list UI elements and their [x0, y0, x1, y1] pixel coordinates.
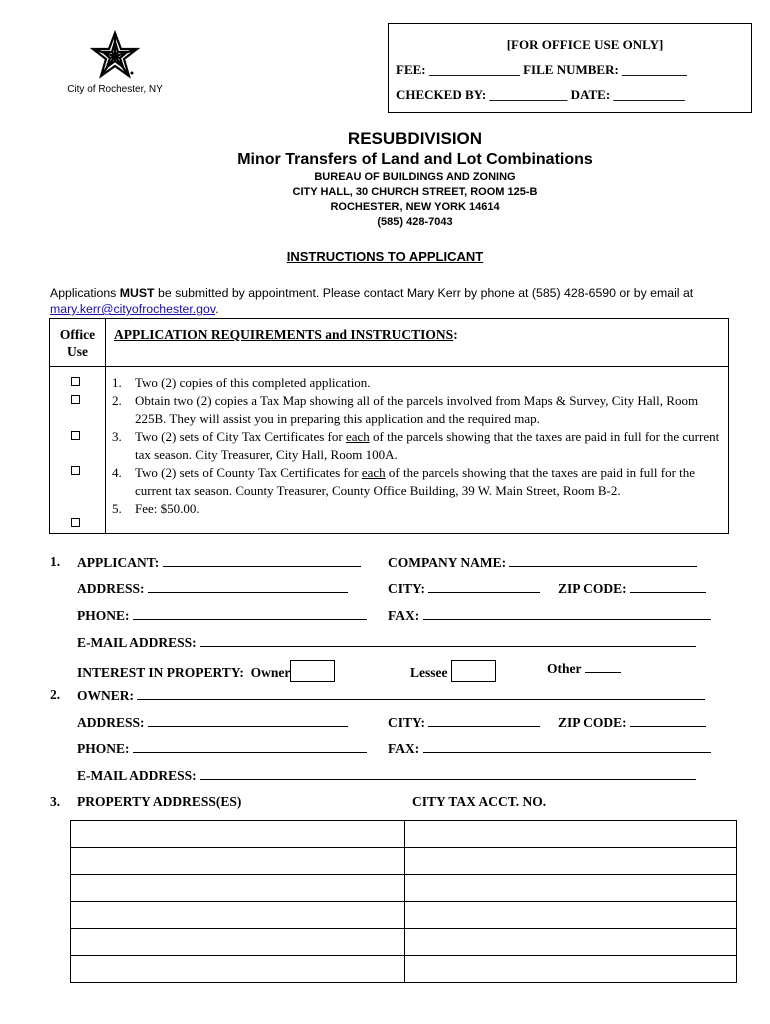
other-option-field[interactable]	[585, 660, 621, 673]
owner-option-box[interactable]	[290, 660, 335, 682]
owner-label: OWNER:	[77, 688, 134, 703]
requirement-text: Two (2) sets of County Tax Certificates for	[135, 465, 362, 480]
city-flower-logo-icon	[90, 30, 140, 82]
requirement-item	[112, 464, 724, 500]
owner-option-label: Owner	[250, 665, 291, 680]
property-table	[70, 820, 737, 983]
property-address-cell[interactable]	[71, 848, 405, 875]
fax-label: FAX:	[388, 741, 420, 756]
applicant-email-row	[77, 634, 696, 651]
requirement-emphasis: each	[361, 465, 386, 480]
table-row	[71, 929, 737, 956]
company-name-field[interactable]	[509, 554, 697, 567]
table-row	[71, 821, 737, 848]
owner-field[interactable]	[137, 687, 705, 700]
owner-phone-field[interactable]	[133, 740, 367, 753]
city-label: CITY:	[388, 581, 426, 596]
intro-suffix: .	[215, 302, 219, 316]
applicant-fax-field[interactable]	[423, 607, 711, 620]
requirement-text: of the parcels showing that the taxes are paid in full for the current tax season. County Treasurer, County Office Building, 39 W. Main Street, Room B-2.	[135, 465, 696, 498]
table-row	[71, 848, 737, 875]
requirement-number: 3.	[112, 429, 122, 444]
applicant-phone-row	[77, 607, 367, 624]
form-subtitle: Minor Transfers of Land and Lot Combinations	[237, 151, 593, 168]
section-3-number: 3.	[50, 794, 61, 809]
applicant-address-row	[77, 580, 348, 597]
property-address-cell[interactable]	[71, 821, 405, 848]
requirements-table	[49, 318, 729, 534]
property-address-cell[interactable]	[71, 902, 405, 929]
requirement-item	[112, 374, 724, 392]
bureau-phone: (585) 428-7043	[377, 216, 453, 228]
owner-address-row	[77, 714, 348, 731]
owner-zip-row	[558, 714, 706, 731]
owner-fax-row	[388, 740, 711, 757]
property-address-cell[interactable]	[71, 956, 405, 983]
interest-in-property-label: INTEREST IN PROPERTY:	[77, 665, 244, 680]
requirement-item	[112, 500, 724, 518]
intro-must: MUST	[119, 286, 155, 300]
owner-city-field[interactable]	[428, 714, 540, 727]
applicant-field[interactable]	[163, 554, 361, 567]
owner-row	[77, 687, 705, 704]
requirement-text: Two (2) sets of City Tax Certificates for	[135, 429, 346, 444]
section-1-number: 1.	[50, 554, 61, 569]
table-row	[71, 956, 737, 983]
requirement-number: 2.	[112, 393, 122, 408]
phone-label: PHONE:	[77, 608, 130, 623]
tax-acct-cell[interactable]	[405, 902, 737, 929]
other-option	[547, 660, 621, 677]
tax-acct-cell[interactable]	[405, 875, 737, 902]
office-checkbox-2[interactable]	[71, 395, 80, 404]
owner-zip-field[interactable]	[630, 714, 706, 727]
requirement-item	[112, 392, 724, 428]
lessee-option-label: Lessee	[410, 665, 448, 680]
requirement-item	[112, 428, 724, 464]
requirement-emphasis: each	[345, 429, 370, 444]
table-row	[71, 875, 737, 902]
company-row	[388, 554, 697, 571]
city-label: CITY:	[388, 715, 426, 730]
intro-prefix: Applications	[50, 286, 120, 300]
requirements-heading-suffix: :	[453, 327, 458, 342]
address-label: ADDRESS:	[77, 715, 145, 730]
office-checkbox-5[interactable]	[71, 518, 80, 527]
applicant-phone-field[interactable]	[133, 607, 367, 620]
lessee-option	[410, 660, 496, 682]
office-use-box	[388, 23, 752, 113]
requirement-text: Two (2) copies of this completed application.	[135, 375, 371, 390]
property-address-cell[interactable]	[71, 875, 405, 902]
zip-code-label: ZIP CODE:	[558, 715, 627, 730]
applicant-zip-row	[558, 580, 706, 597]
office-use-header: Office Use	[59, 327, 96, 359]
logo-caption: City of Rochester, NY	[67, 84, 163, 95]
requirement-text: of the parcels showing that the taxes are paid in full for the current tax season. City Treasurer, City Hall, Room 100A.	[135, 429, 720, 462]
form-title: RESUBDIVISION	[347, 129, 483, 148]
instructions-heading: INSTRUCTIONS TO APPLICANT	[286, 249, 484, 264]
intro-paragraph	[50, 285, 740, 317]
requirement-text: Obtain two (2) copies a Tax Map showing all of the parcels involved from Maps & Survey, City Hall, Room 225B. They will assist you in preparing this application and the required map.	[135, 393, 699, 426]
property-addresses-label: PROPERTY ADDRESS(ES)	[77, 794, 242, 809]
intro-text: be submitted by appointment. Please contact Mary Kerr by phone at (585) 428-6590 or by email at	[154, 286, 694, 300]
office-use-title: [FOR OFFICE USE ONLY]	[506, 37, 664, 52]
owner-email-field[interactable]	[200, 767, 696, 780]
tax-acct-cell[interactable]	[405, 956, 737, 983]
zip-code-label: ZIP CODE:	[558, 581, 627, 596]
address-label: ADDRESS:	[77, 581, 145, 596]
tax-acct-cell[interactable]	[405, 848, 737, 875]
office-checkbox-3[interactable]	[71, 431, 80, 440]
owner-city-row	[388, 714, 540, 731]
email-link[interactable]: mary.kerr@cityofrochester.gov	[50, 302, 216, 316]
requirement-number: 4.	[112, 465, 122, 480]
applicant-label: APPLICANT:	[77, 555, 160, 570]
requirements-list	[112, 374, 724, 518]
applicant-email-field[interactable]	[200, 634, 696, 647]
requirement-number: 1.	[112, 375, 122, 390]
property-address-cell[interactable]	[71, 929, 405, 956]
owner-phone-row	[77, 740, 367, 757]
city-tax-acct-label: CITY TAX ACCT. NO.	[412, 794, 547, 809]
requirements-heading-text: APPLICATION REQUIREMENTS and INSTRUCTIONS	[114, 327, 454, 342]
requirements-heading	[114, 327, 458, 343]
owner-email-row	[77, 767, 696, 784]
email-label: E-MAIL ADDRESS:	[77, 635, 197, 650]
bureau-name: BUREAU OF BUILDINGS AND ZONING	[314, 171, 516, 183]
applicant-city-row	[388, 580, 540, 597]
city-logo	[60, 30, 170, 95]
bureau-address-line2: ROCHESTER, NEW YORK 14614	[330, 201, 500, 213]
tax-acct-cell[interactable]	[405, 929, 737, 956]
fax-label: FAX:	[388, 608, 420, 623]
section-2-number: 2.	[50, 687, 61, 702]
interest-row	[77, 660, 335, 682]
requirement-text: Fee: $50.00.	[135, 501, 200, 516]
owner-address-field[interactable]	[148, 714, 348, 727]
applicant-city-field[interactable]	[428, 580, 540, 593]
office-checkbox-1[interactable]	[71, 377, 80, 386]
office-checkbox-4[interactable]	[71, 466, 80, 475]
other-option-label: Other	[547, 661, 582, 676]
bureau-address-line1: CITY HALL, 30 CHURCH STREET, ROOM 125-B	[292, 186, 538, 198]
applicant-zip-field[interactable]	[630, 580, 706, 593]
table-row	[71, 902, 737, 929]
company-name-label: COMPANY NAME:	[388, 555, 507, 570]
email-label: E-MAIL ADDRESS:	[77, 768, 197, 783]
applicant-row	[77, 554, 361, 571]
phone-label: PHONE:	[77, 741, 130, 756]
applicant-fax-row	[388, 607, 711, 624]
checked-by-date-line: CHECKED BY: ____________ DATE: ___________	[396, 87, 685, 102]
lessee-option-box[interactable]	[451, 660, 496, 682]
tax-acct-cell[interactable]	[405, 821, 737, 848]
applicant-address-field[interactable]	[148, 580, 348, 593]
fee-file-number-line: FEE: ______________ FILE NUMBER: __________	[396, 62, 688, 77]
requirement-number: 5.	[112, 501, 122, 516]
owner-fax-field[interactable]	[423, 740, 711, 753]
